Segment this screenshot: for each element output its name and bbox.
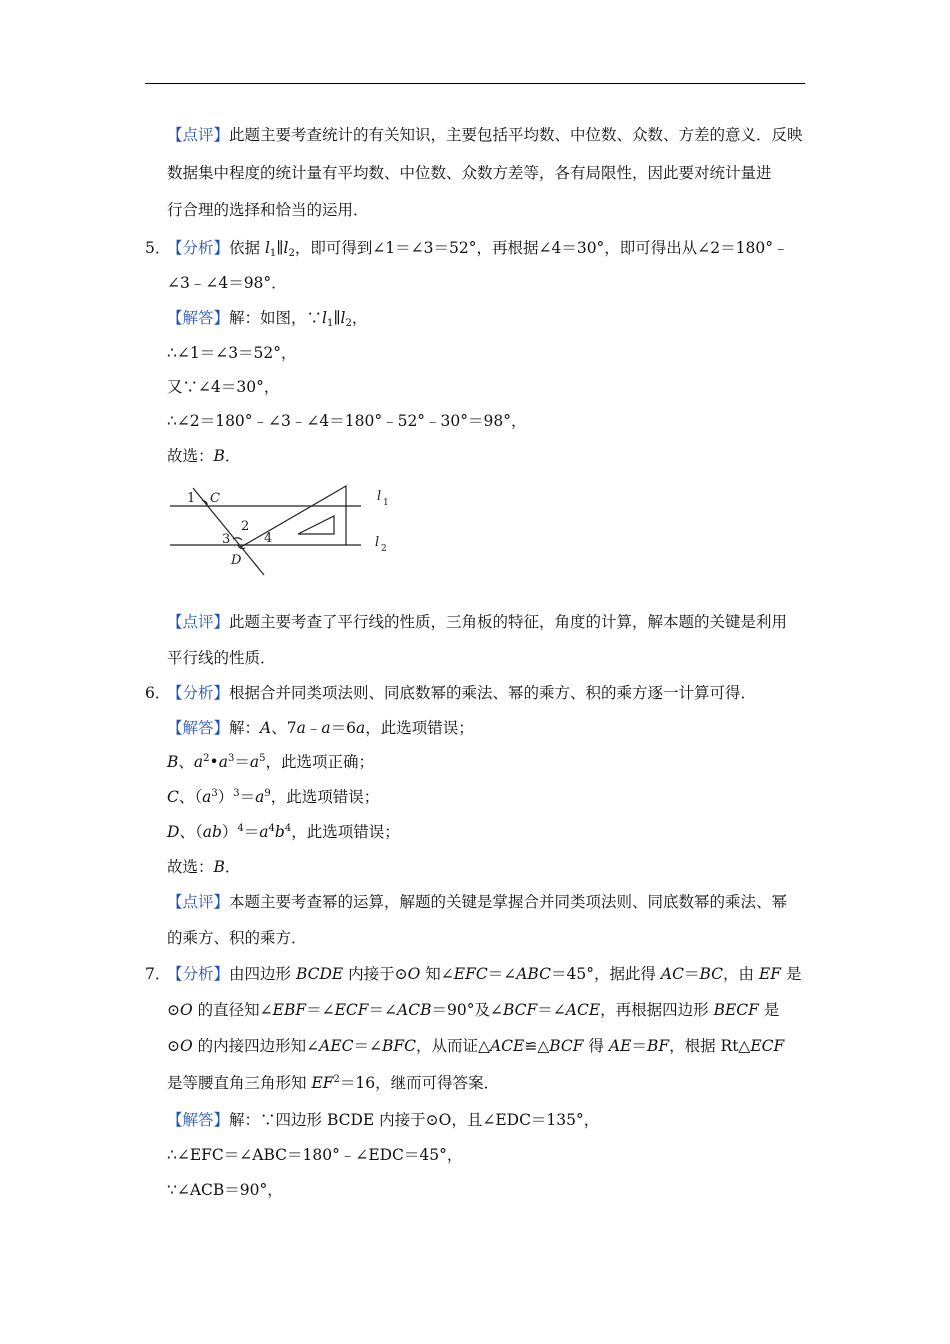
q4-comment-line-1: 【点评】此题主要考查统计的有关知识，主要包括平均数、中位数、众数、方差的意义．反映: [167, 126, 803, 144]
q7-analysis-line-2: ⊙O 的直径知∠EBF＝∠ECF＝∠ACB＝90°及∠BCF＝∠ACE，再根据四边形 BECF 是: [167, 1001, 780, 1019]
q6-comment-line-2: 的乘方、积的乘方．: [167, 929, 307, 947]
label-angle-3: 3: [222, 532, 231, 547]
q7-solution-line-3: ∵∠ACB＝90°，: [167, 1181, 283, 1199]
q5-comment-line-2: 平行线的性质．: [167, 649, 276, 667]
q7-number: 7．: [145, 965, 171, 983]
q4-comment-line-2: 数据集中程度的统计量有平均数、中位数、众数方差等，各有局限性，因此要对统计量进: [167, 164, 772, 182]
label-l1-sub: 1: [383, 498, 389, 508]
set-square-inner: [298, 516, 334, 534]
q5-solution-line-2: ∴∠1＝∠3＝52°，: [167, 344, 297, 362]
q6-answer-line: 故选：B．: [167, 858, 241, 876]
q5-answer: B: [213, 447, 225, 465]
q6-number: 6．: [145, 684, 171, 702]
q6-option-b: B、$a^2•a^3=a^5$，此选项正确；: [167, 753, 374, 771]
q5-number: 5．: [145, 239, 171, 257]
q7-analysis-line-1: 【分析】由四边形 BCDE 内接于⊙O 知∠EFC＝∠ABC＝45°，据此得 AC＝BC，由 EF 是: [167, 965, 802, 983]
comment-tag: 【点评】: [167, 126, 230, 144]
angle-2-arc: [233, 538, 242, 540]
label-angle-1: 1: [187, 491, 196, 506]
label-l2: l: [375, 535, 380, 550]
label-D: D: [231, 553, 242, 568]
label-l2-sub: 2: [381, 544, 387, 554]
q7-analysis-line-3: ⊙O 的内接四边形知∠AEC＝∠BFC，从而证△ACE≌△BCF 得 AE＝BF，根据 Rt△ECF: [167, 1037, 785, 1055]
q7-analysis-line-4: 是等腰直角三角形知 $EF^2=16$，继而可得答案．: [167, 1074, 500, 1092]
q6-comment-line-1: 【点评】本题主要考查幂的运算，解题的关键是掌握合并同类项法则、同底数幂的乘法、幂: [167, 893, 788, 911]
q5-solution-line-5: 故选：B．: [167, 447, 241, 465]
q6-option-a: 【解答】解：A、7a﹣a＝6a，此选项错误；: [167, 719, 474, 737]
q5-solution-line-3: 又∵∠4＝30°，: [167, 378, 280, 396]
q5-solution-line-4: ∴∠2＝180°﹣∠3﹣∠4＝180°﹣52°﹣30°＝98°，: [167, 412, 527, 430]
q7-solution-line-1: 【解答】解：∵四边形 BCDE 内接于⊙O，且∠EDC＝135°，: [167, 1111, 600, 1129]
q5-solution-line-1: 【解答】解：如图，$\because l_1\parallel l_2$，: [167, 309, 368, 329]
label-angle-4: 4: [264, 531, 273, 546]
parallel-lines-figure: [165, 478, 405, 578]
q5-analysis-line-1: 【分析】依据 $l_1\parallel l_2$，即可得到∠1＝∠3＝52°，再根据∠4＝30°，即可得出从∠2＝180°﹣: [167, 239, 789, 259]
label-C: C: [210, 491, 220, 506]
q7-solution-line-2: ∴∠EFC＝∠ABC＝180°﹣∠EDC＝45°，: [167, 1146, 463, 1164]
q5-analysis-line-2: ∠3﹣∠4＝98°．: [167, 274, 287, 292]
set-square-outline: [241, 486, 346, 547]
q4-comment-line-3: 行合理的选择和恰当的运用．: [167, 201, 369, 219]
q6-analysis: 【分析】根据合并同类项法则、同底数幂的乘法、幂的乘方、积的乘方逐一计算可得．: [167, 684, 757, 702]
q6-option-d: D、$(ab)^4=a^4b^4$，此选项错误；: [167, 823, 400, 841]
q6-option-c: C、$(a^3)^3=a^9$，此选项错误；: [167, 788, 380, 806]
label-angle-2: 2: [241, 519, 250, 534]
q5-comment-line-1: 【点评】此题主要考查了平行线的性质，三角板的特征，角度的计算，解本题的关键是利用: [167, 613, 788, 631]
label-l1: l: [377, 489, 382, 504]
q6-answer: B: [213, 858, 225, 876]
header-rule: [145, 83, 805, 84]
